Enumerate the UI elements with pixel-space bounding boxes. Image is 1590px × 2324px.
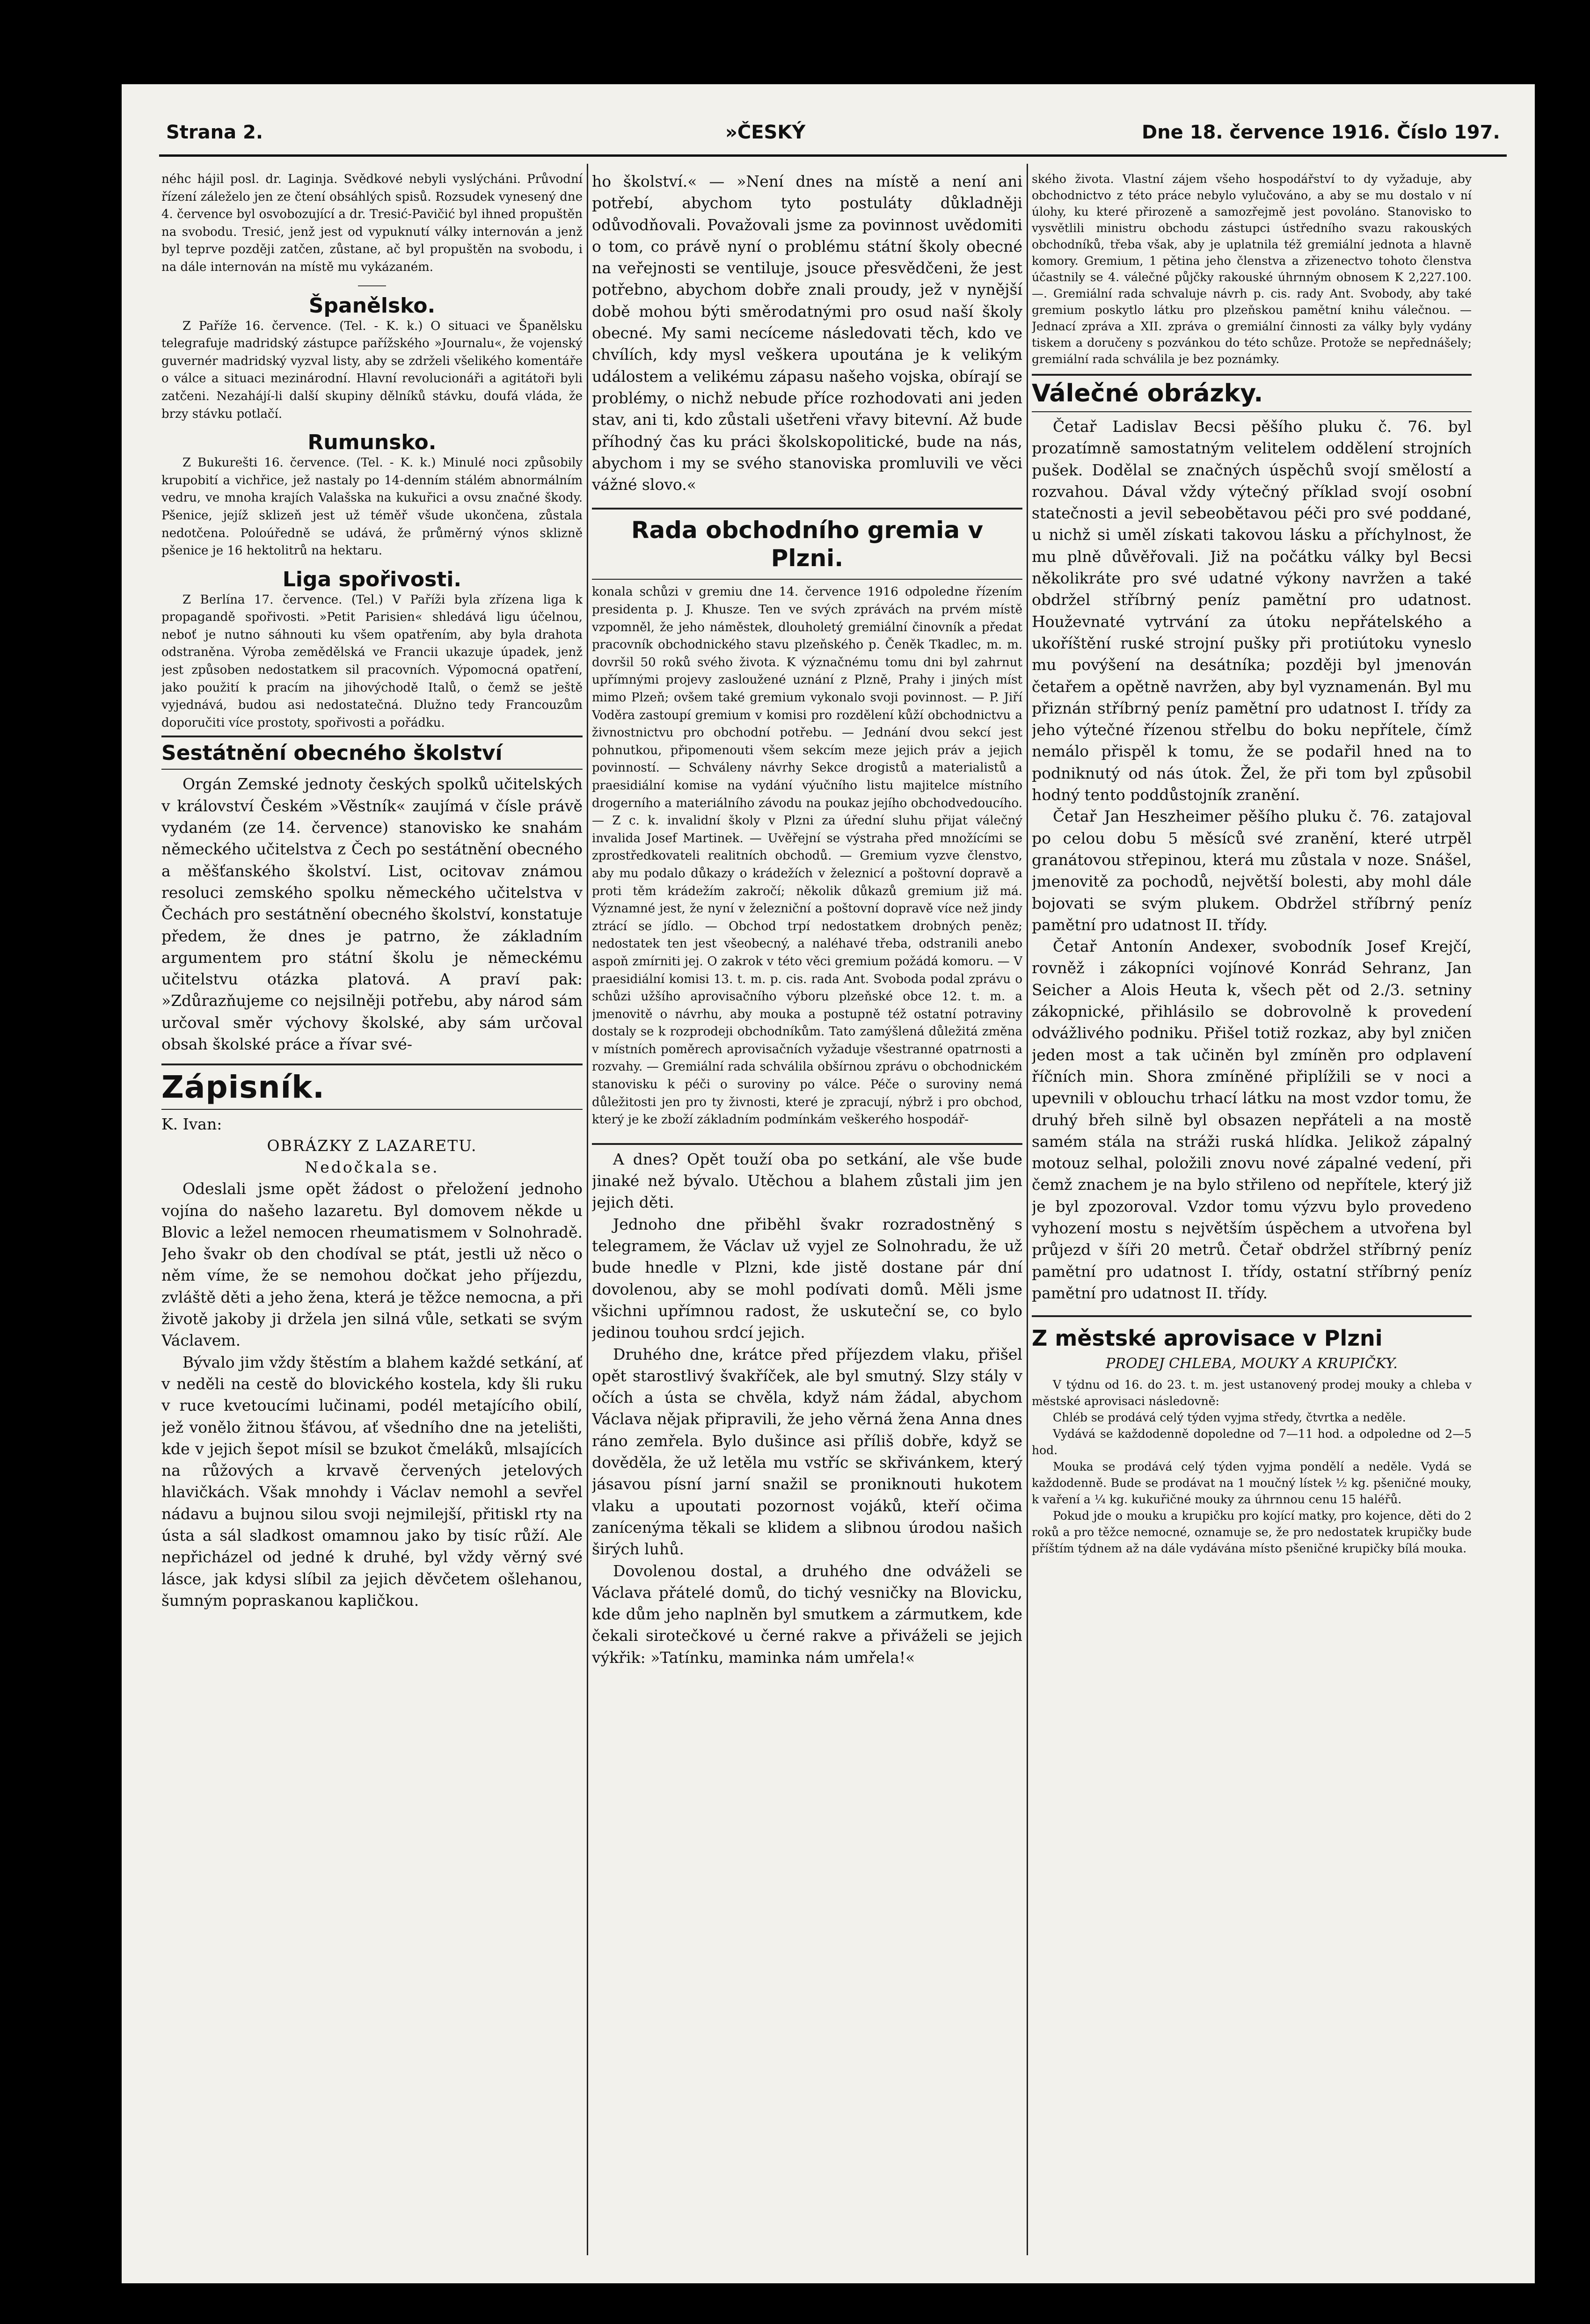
- war-report: Četař Jan Heszheimer pěšího pluku č. 76. zatajoval po celou dobu 5 měsíců své zranění, které utrpěl granátovou střepinou, která mu zůstala v noze. Snášel, jmenovitě za pochodů, největší bolesti, aby mohl dále bojovati se svým plukem. Obdržel stříbrný peníz pamětní pro udatnost II. třídy.: [1032, 807, 1472, 934]
- aprovisace-subheading: PRODEJ CHLEBA, MOUKY A KRUPIČKY.: [1106, 1355, 1398, 1372]
- war-report: Četař Ladislav Becsi pěšího pluku č. 76. byl prozatímně samostatným velitelem oddělení strojních pušek. Dodělal se značných úspěchů svojí smělostí a rozvahou. Dával vždy výtečný příklad svojí osobní statečnosti a jevil sebeobětavou péči pro své poddané, u nichž si uměl získati takovou lásku a příchylnost, že mu plně důvěřovali. Již na počátku války byl Becsi několikráte pro své udatné výkony navržen a také obdržel stříbrný peníz pamětní pro udatnost. Houževnaté vytrvání za útoku nepřátelského a ukoříštění ruské strojní pušky při protiútoku vyneslo mu povýšení na desátníka; později byl jmenován četařem a opětně navržen, aby byl vyznamenán. Byl mu přiznán stříbrný peníz pamětní pro udatnost I. třídy za jeho výtečné řízenou střelbu do boku nepřítele, čímž nemálo přispěl k tomu, že se podařil hned na to podniknutý od nás útok. Žel, že při tom byl způsobil hodný tento poddůstojník zranění.: [1032, 417, 1472, 804]
- heading-war: Válečné obrázky.: [1032, 379, 1263, 408]
- date-issue: Dne 18. července 1916. Číslo 197.: [1142, 122, 1500, 143]
- section-rule: [592, 579, 1022, 580]
- column-3: [1032, 171, 1472, 2262]
- section-rule: [161, 1064, 583, 1065]
- aprovisace-paragraph: Mouka se prodává celý týden vyjma pondělí a neděle. Vydá se každodenně. Bude se prodávat na 1 moučný lístek ½ kg. pšeničné mouky, k vaření a ¼ kg. kukuřičné mouky za úhrnnou cenu 15 haléřů.: [1032, 1460, 1472, 1507]
- column-2: [592, 171, 1022, 2262]
- page-number: Strana 2.: [166, 122, 263, 143]
- heading-gremium: Rada obchodního gremia v Plzni.: [631, 517, 984, 572]
- aprovisace-paragraph: Pokud jde o mouku a krupičku pro kojící matky, pro kojence, děti do 2 roků a pro těžce nemocné, oznamuje se, že pro nedostatek krupičky bude příštím týdnem až na dále vydávána místo pšeničné krupičky bílá mouka.: [1032, 1509, 1472, 1556]
- article-school-continued: ho školství.« — »Není dnes na místě a není ani potřebí, abychom tyto postuláty důkladněji odůvodňovali. Považovali jsme za povinnost uvědomiti o tom, co právě nyní o problému státní školy obecné na veřejnosti se ventiluje, jsouce přesvědčeni, že jest potřebno, abychom dobře znali proudy, jež v nynější době mohou býti směrodatnými pro osud naší školy obecné. My sami necíceme následovati těch, kdo ve chvílích, kdy mysl veškera upoutána je k velikým událostem a velikému zápasu našeho vojska, obírají se problémy, o nichž nebude příce rozhodovati ani jeden stav, ani ti, kdo zůstali ušetřeni vřavy bitevní. Až bude příhodný čas ku práci školskopolitické, bude na nás, abychom i my se svého stanoviska promluvili ve věci vážné slovo.«: [592, 172, 1022, 494]
- feuilleton-subtitle: Nedočkala se.: [305, 1158, 439, 1177]
- section-rule: [161, 736, 583, 737]
- column-1: [161, 171, 583, 2262]
- war-report: Četař Antonín Andexer, svobodník Josef Krejčí, rovněž i zákopníci vojínové Konrád Sehranz, Jan Seicher a Alois Heuta k, všech pět od 2./3. setniny zákopnické, přihlásilo se dobrovolně k provedení odvážlivého podniku. Přišel totiž rozkaz, aby byl zničen jeden most a tak učiněn byl zmíněn pro odplavení říčních min. Shora zmíněné připlížili se v noci a upevnili v oblouchu trhací látku na most vzdor tomu, že druhý břeh silně byl obsazen nepřáteli a na mostě samém stála na stráži ruská hlídka. Jelikož zápalný motouz selhal, položili znovu nové zápalné vedení, při čemž znachem je na bylo střileno od nepřítele, který již je byl zpozoroval. Vzdor tomu výzvu bylo provedeno vyhození mostu s největším úspěchem a utvořena byl průjezd v šíři 20 metrů. Četař obdržel stříbrný peníz pamětní pro udatnost I. třídy, ostatní stříbrný peníz pamětní pro udatnost II. třídy.: [1032, 937, 1472, 1302]
- section-rule: [592, 508, 1022, 510]
- heading-zapisnik: Zápisník.: [161, 1069, 325, 1106]
- article-intro: néhc hájil posl. dr. Laginja. Svědkové nebyli vyslýcháni. Průvodní řízení záleželo jen ze čtení obsáhlých spisů. Rozsudek vynesený dne 4. července byl osvobozující a dr. Tresić-Pavičić byl ihned propuštěn na svobodu. Tresić, jenž jest od vypuknutí války internován a jenž byl teprve později zatčen, zůstane, ač byl propuštěn na svobodu, i na dále internován na místě mu vykázaném.: [161, 172, 583, 274]
- article-gremium: konala schůzi v gremiu dne 14. července 1916 odpoledne řízením presidenta p. J. Khusze. Ten ve svých zprávách na prvém místě vzpomněl, že jeho náměstek, dlouholetý gremiální činovník a předat pracovník obchodnického stavu plzeňského p. Čeněk Tkadlec, m. m. dovršil 50 roků svého života. K význačnému tomu dni byl zahrnut upřímnými projevy zasloužené uznání z Plzně, Prahy i jiných míst mimo Plzeň; ovšem také gremium vykonalo svoji povinnost. — P. Jiří Voděra zastoupí gremium v komisi pro rozdělení kůží obchodnictvu a živnostnictvu pro obchodní potřebu. — Jednání dvou sekcí jest pohnutkou, připomenouti všem sekcím meze jejich práv a jejich povinností. — Schváleny návrhy Sekce drogistů a materialistů a praesidiální komise na vydání výučního listu majitelce místního drogerního a materiálního závodu na poukaz jejího obchodvedoucího. — Z c. k. invalidní školy v Plzni za úřední sluhu přijat válečný invalida Josef Martinek. — Uvěřejní se výstraha před množícími se zprostředkovateli realitních obchodů. — Gremium vyzve členstvo, aby mu podalo důkazy o krádežích v železnicí a poštovní dopravě a proti těm krádežím zakročí; několik důkazů gremium již má. Významné jest, že nyní v železniční a poštovní dopravě více než jindy ztrácí se jídlo. — Obchod trpí nedostatkem drobných peněz; nedostatek ten jest všeobecný, a naléhavé třeba, odstranili anebo aspoň zmírniti jej. O zakrok v této věci gremium požádá komoru. — V praesidiální komisi 13. t. m. p. cis. rada Ant. Svoboda podal zprávu o schůzi užšího aprovisačního výboru plzeňské obce 12. t. m. a jmenovitě o návrhu, aby mouka a postupně též ostatní potraviny dostaly se k rozprodeji obchodníkům. Tato zamýšlená důležitá změna v místních poměrech aprovisačních vyžaduje všestranné opatrnosti a rozvahy. — Gremiální rada schválila obšírnou zprávu o obchodnickém stanovisku k péči o suroviny po válce. Péče o suroviny nemá důležitosti jen pro ty živnosti, které je zpracují, nýbrž i pro obchod, který je ke zboží základním podmínkám veškerého hospodář-: [592, 585, 1022, 1127]
- section-rule: [1032, 411, 1472, 412]
- article-rumania: Z Bukurešti 16. července. (Tel. - K. k.) Minulé noci způsobily krupobití a vichřice, jež nastaly po 14-denním stálém abnormálním vedru, ve mnoha krajích Valašska na kukuřici a ovsu značné škody. Pšenice, jejíž sklizeň jest už téměř všude ukončena, zůstala nedotčena. Poloúředně se udává, že průměrný výnos sklizně pšenice je 16 hektolitrů na hektaru.: [161, 456, 583, 558]
- heading-aprovisace: Z městské aprovisace v Plzni: [1032, 1326, 1383, 1351]
- article-gremium-continued: ského života. Vlastní zájem všeho hospodářství to dy vyžaduje, aby obchodnictvo z této práce nebylo vylučováno, a aby se mu dostalo v ní úlohy, ku které přirozeně a samozřejmě jest povoláno. Stanovisko to vysvětlili ministru obchodu zástupci ústředního svazu rakouských obchodníků, třeba však, aby je uplatnila též gremiální jednota a hlavně komory. Gremium, 1 pětina jeho členstva a zřizenectvo tohoto členstva účastnily se 4. válečné půjčky rakouské úhrnným obnosem K 2,227.100.—. Gremiální rada schvaluje návrh p. cis. rady Ant. Svobody, aby také gremium poskytlo látku pro plzeňskou pamětní knihu válečnou. — Jednací zpráva a XII. zpráva o gremiální činnosti za války byly vydány tiskem a doručeny s pozvánkou do této schůze. Protože se nepřednášely; gremiální rada schválila je bez poznámky.: [1032, 172, 1472, 366]
- heading-school: Sestátnění obecného školství: [161, 741, 503, 765]
- newspaper-page: [122, 84, 1535, 2283]
- feuilleton-paragraph: Odeslali jsme opět žádost o přeložení jednoho vojína do našeho lazaretu. Byl domovem někde u Blovic a ležel nemocen rheumatismem v Solnohradě. Jeho švakr ob den chodíval se ptát, jestli už něco o něm víme, že se nemohou dočkat jeho příjezdu, zvláště děti a jeho žena, která je těžce nemocna, a při životě jakoby ji držela jen silná vůle, setkati se svým Václavem.: [161, 1180, 583, 1350]
- aprovisace-paragraph: Vydává se každodenně dopoledne od 7—11 hod. a odpoledne od 2—5 hod.: [1032, 1427, 1472, 1457]
- section-rule: [161, 769, 583, 770]
- article-league: Z Berlína 17. července. (Tel.) V Paříži byla zřízena liga k propagandě spořivosti. »Petit Parisien« shledává ligu účelnou, neboť je nutno sáhnouti ku všem opatřením, aby byla drahota odstraněna. Výroba zemědělská ve Francii ukazuje úpadek, jenž jest způsoben nedostatkem sil pracovních. Výpomocná opatření, jako použití k pracím na jihovýchodě Italů, o čemž se ještě vyjednává, budou asi nedostatečná. Dlužno tedy Francouzům doporučiti více prostoty, spořivosti a pořádku.: [161, 592, 583, 730]
- masthead: »ČESKÝ: [725, 122, 806, 143]
- heading-league: Liga spořivosti.: [282, 567, 462, 591]
- article-school: Orgán Zemské jednoty českých spolků učitelských v království Českém »Věstník« zaujímá v čísle právě vydaném (ze 14. července) stanovisko ke snahám německého učitelstva z Čech po sestátnění obecného a měšťanského školství. List, ocitovav známou resoluci zemského spolku německého učitelstva v Čechách pro sestátnění obecného školství, konstatuje předem, že dnes je patrno, že základním argumentem pro státní školu je německému učitelstvu otázka platová. A praví pak: »Zdůrazňujeme co nejsilněji potřebu, aby národ sám určoval směr výchovy školské, aby sám určoval obsah školské práce a řívar své-: [161, 775, 583, 1053]
- heading-spain: Španělsko.: [308, 293, 436, 318]
- feuilleton-author: K. Ivan:: [161, 1115, 222, 1134]
- section-rule: [1032, 1315, 1472, 1317]
- article-spain: Z Paříže 16. července. (Tel. - K. k.) O situaci ve Španělsku telegrafuje madridský zástupce pařížského »Journalu«, že vojenský guvernér madridský vyzval listy, aby se zdrželi všelikého komentáře o válce a situaci mezinárodní. Hlavní revolucionáři a agitátoři byli zatčeni. Nezahájí-li další skupiny dělníků stávku, doufá vláda, že brzy stávku potlačí.: [161, 319, 583, 421]
- feuilleton-paragraph: Dovolenou dostal, a druhého dne odváželi se Václava přátelé domů, do tichý vesničky na Blovicku, kde dům jeho naplněn byl smutkem a zármutkem, kde čekali sirotečkové u černé rakve a přiváželi se jejich výkřik: »Tatínku, maminka nám umřela!«: [592, 1561, 1022, 1667]
- column-rule: [587, 164, 588, 2255]
- aprovisace-paragraph: V týdnu od 16. do 23. t. m. jest ustanovený prodej mouky a chleba v městské aprovisaci následovně:: [1032, 1378, 1472, 1408]
- aprovisace-paragraph: Chléb se prodává celý týden vyjma středy, čtvrtka a neděle.: [1053, 1411, 1406, 1425]
- column-rule: [1027, 164, 1028, 2255]
- section-rule: [592, 1143, 1022, 1145]
- feuilleton-paragraph: Druhého dne, krátce před příjezdem vlaku, přišel opět starostlivý švakříček, ale byl smutný. Slzy stály v očích a ústa se chvěla, když nám žádal, abychom Václava nějak připravili, že jeho věrná žena Anna dnes ráno zemřela. Bylo dušince asi příliš dobře, když se dověděla, že už letěla mu vstříc se skřivánkem, který jásavou písní jarní snažil se proniknouti hukotem vlaku a upoutati pozornost vojáků, kteří očima zanícenýma těkali se klidem a slibnou úrodou našich širých luhů.: [592, 1345, 1022, 1559]
- header-rule: [159, 154, 1507, 157]
- feuilleton-paragraph: Bývalo jim vždy štěstím a blahem každé setkání, ať v neděli na cestě do blovického kostela, kdy šli ruku v ruce kvetoucími lučinami, podél metajícího obilí, jež vonělo žitnou šťávou, ať všedního dne na jetelišti, kde v jejich šepot mísil se bzukot čmeláků, mlsajících na růžových a krvavě červených jetelových hlavičkách. Však mnohdy i Václav nemohl a sevřel nádavu a bujnou silou svoji nejmilejší, přitiskl rty na ústa a sál sladkost omamnou jako by tisíc růží. Ale nepřicházel od jedné k druhé, byl vždy věrný své lásce, jak kdysi slíbil za jejich děvčetem ošlehanou, šumným popraskanou kapličkou.: [161, 1353, 583, 1610]
- feuilleton-title: OBRÁZKY Z LAZARETU.: [267, 1137, 477, 1155]
- section-rule: [1032, 374, 1472, 376]
- heading-rumania: Rumunsko.: [307, 430, 437, 455]
- feuilleton-paragraph: Jednoho dne přiběhl švakr rozradostněný s telegramem, že Václav už vyjel ze Solnohradu, že už bude hnedle v Plzni, kde jistě dostane pár dní dovolenou, aby se mohl podívati domů. Měli jsme všichni upřímnou radost, že uskuteční se, co bylo jedinou touhou srdcí jejich.: [592, 1215, 1022, 1342]
- section-rule: [161, 1109, 583, 1110]
- feuilleton-paragraph: A dnes? Opět touží oba po setkání, ale vše bude jinaké než bývalo. Utěchou a blahem zůstali jim jen jejich děti.: [592, 1150, 1022, 1212]
